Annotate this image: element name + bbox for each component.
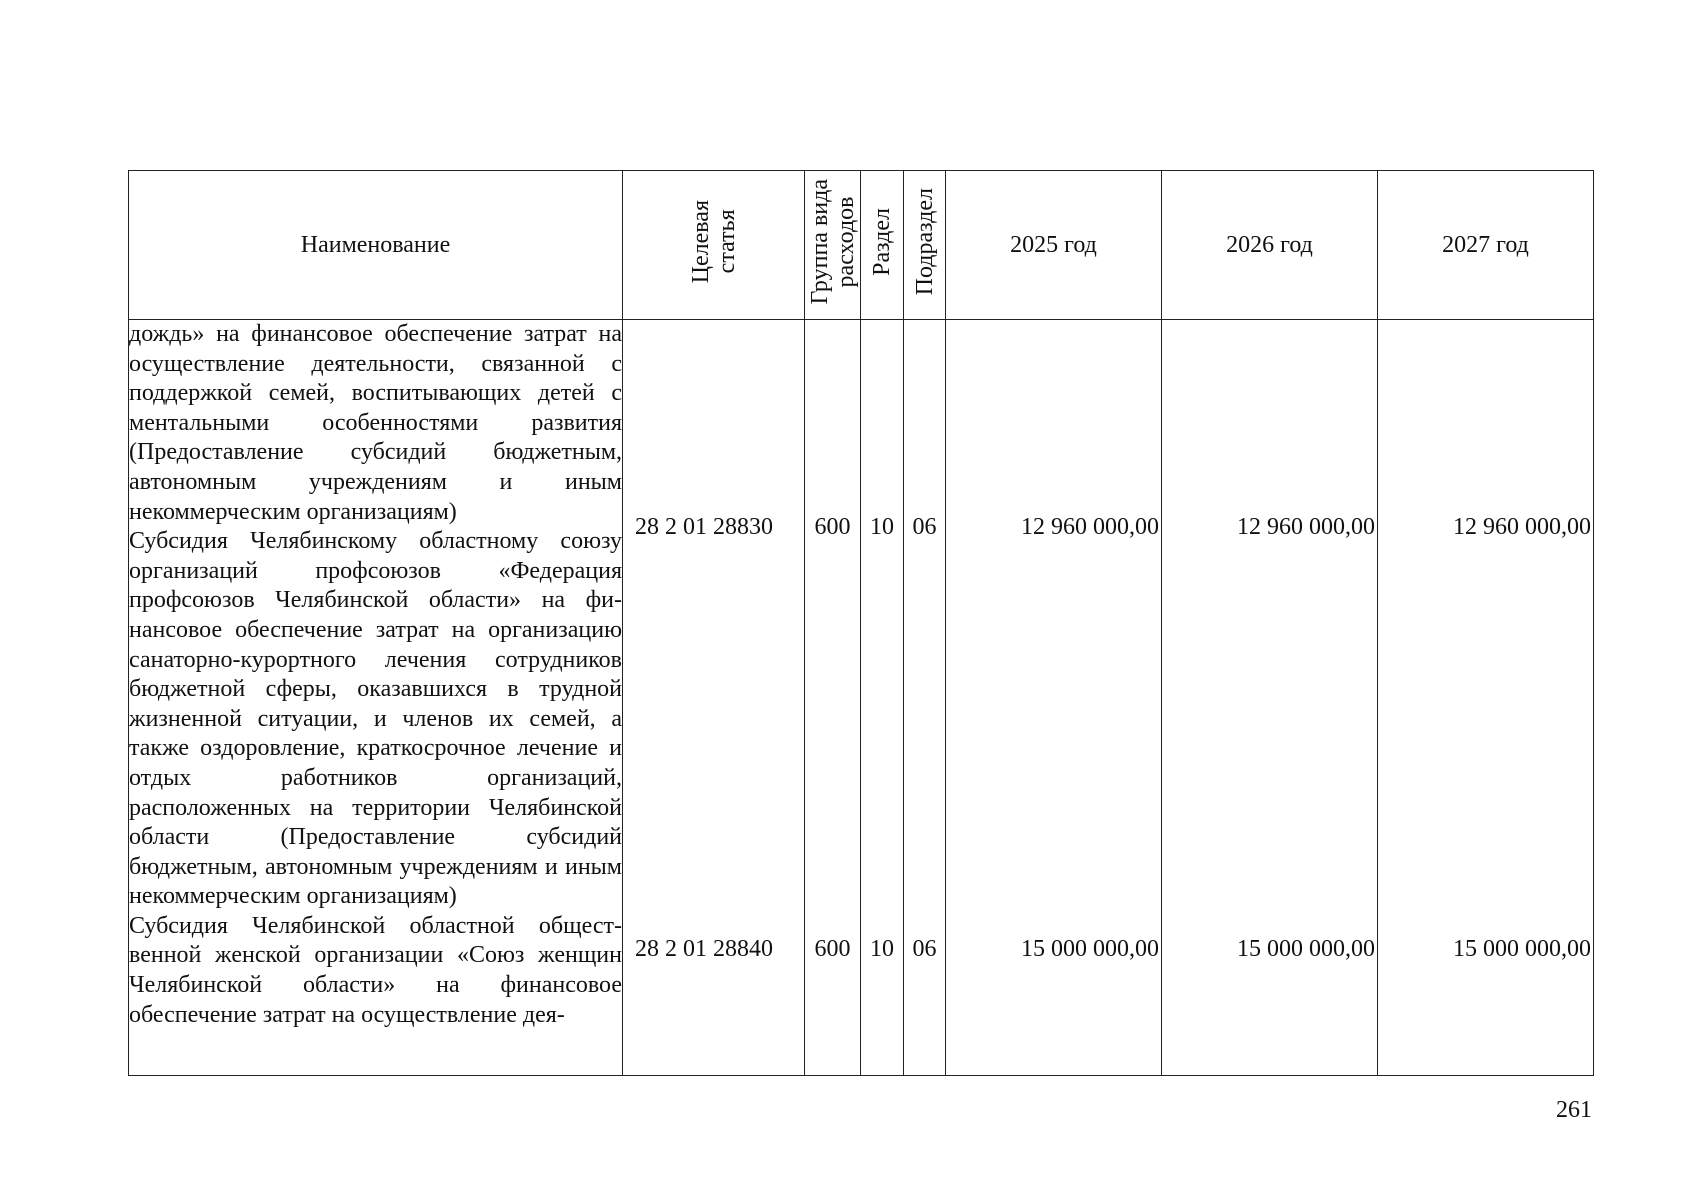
year-2027-cell — [1378, 320, 1594, 1076]
section-cell — [861, 320, 904, 1076]
subsection-cell — [904, 320, 946, 1076]
target-article-value: 28 2 01 28840 — [635, 936, 773, 962]
header-year-2026: 2026 год — [1162, 171, 1378, 320]
year-2026-cell — [1162, 320, 1378, 1076]
amount-2026: 15 000 000,00 — [1237, 936, 1375, 962]
year-2025-cell — [946, 320, 1162, 1076]
section-value: 10 — [870, 514, 894, 540]
paragraph-continuation: дождь» на финансовое обеспечение затрат на осуществление деятельности, связанной с поддержкой семей, воспитывающих детей с ментальными особенностями развития (Предоставление субсидий бюджетным, автономным учреждениям и иным некоммерческим организациям) — [129, 321, 622, 525]
header-name: Наименование — [129, 171, 623, 320]
target-article-cell — [623, 320, 805, 1076]
subsection-value: 06 — [912, 514, 937, 540]
paragraph-subsidy-womens-union: Субсидия Челябинской областной общественной женской организации «Союз женщин Челябинской области» на финансовое обеспечение затрат на осуществление дея- — [129, 912, 622, 1028]
expense-group-cell — [805, 320, 861, 1076]
table-header-row — [129, 171, 1594, 320]
amount-2025: 15 000 000,00 — [1021, 936, 1159, 962]
amount-2027: 12 960 000,00 — [1453, 514, 1591, 540]
header-target-article: Целевая статья — [623, 171, 805, 320]
amount-2026: 12 960 000,00 — [1237, 514, 1375, 540]
header-section: Раздел — [861, 171, 904, 320]
table-body-row — [129, 320, 1594, 1076]
paragraph-subsidy-trade-unions: Субсидия Челябинскому областному союзу организаций профсоюзов «Федерация профсоюзов Челябинской области» на финансовое обеспечение затрат на организацию санаторно-курортного лечения сотрудников бюджетной сферы, оказавшихся в трудной жизненной ситуации, и членов их семей, а также оздоровление, краткосрочное лечение и отдых работников организаций, расположенных на территории Челябинской области (Предоставление субсидий бюджетным, автономным учреждениям и иным некоммерческим организациям) — [129, 528, 622, 910]
expense-group-value: 600 — [814, 936, 851, 962]
expense-group-value: 600 — [814, 514, 851, 540]
budget-table — [128, 170, 1594, 1076]
name-cell — [129, 320, 623, 1076]
header-year-2027: 2027 год — [1378, 171, 1594, 320]
header-subsection: Подраздел — [904, 171, 946, 320]
page-number: 261 — [1556, 1097, 1592, 1123]
section-value: 10 — [870, 936, 894, 962]
target-article-value: 28 2 01 28830 — [635, 514, 773, 540]
amount-2027: 15 000 000,00 — [1453, 936, 1591, 962]
subsection-value: 06 — [912, 936, 937, 962]
header-expense-group: Группа вида расходов — [805, 171, 861, 320]
header-year-2025: 2025 год — [946, 171, 1162, 320]
amount-2025: 12 960 000,00 — [1021, 514, 1159, 540]
